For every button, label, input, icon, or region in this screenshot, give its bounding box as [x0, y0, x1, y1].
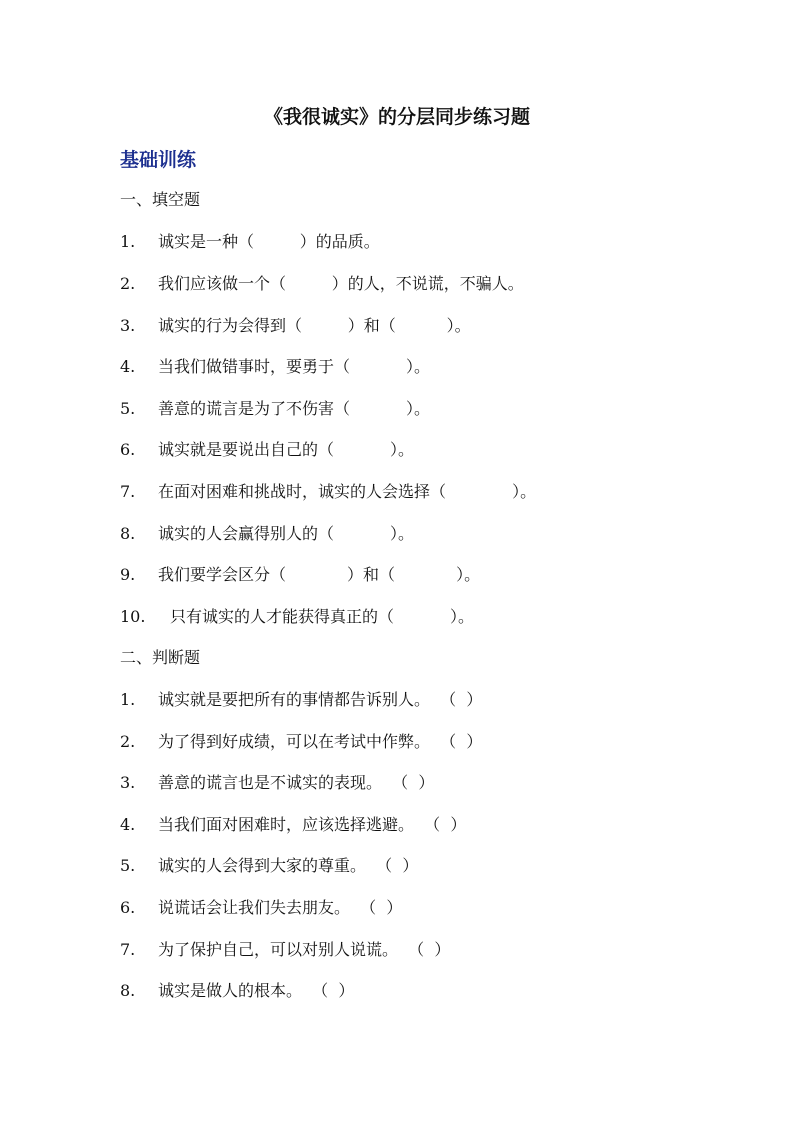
question-text: 善意的谎言是为了不伤害（ ）。 [158, 399, 430, 418]
fill-question [120, 438, 414, 462]
question-number: 4. [120, 815, 136, 834]
fill-question [120, 314, 471, 338]
question-text: 只有诚实的人才能获得真正的（ ）。 [170, 607, 474, 626]
fill-question [120, 272, 524, 296]
question-text: 在面对困难和挑战时，诚实的人会选择（ ）。 [158, 482, 537, 501]
true-false-heading: 二、判断题 [120, 648, 201, 667]
question-text: 诚实就是要把所有的事情都告诉别人。 （ ） [158, 690, 483, 709]
section-heading: 基础训练 [120, 149, 197, 171]
fill-question [120, 522, 414, 546]
judge-question [120, 688, 482, 712]
judge-question [120, 979, 354, 1003]
question-number: 4. [120, 357, 136, 376]
question-text: 为了得到好成绩，可以在考试中作弊。 （ ） [158, 732, 483, 751]
question-number: 2. [120, 732, 136, 751]
judge-question [120, 771, 434, 795]
question-text: 诚实是一种（ ）的品质。 [158, 232, 380, 251]
question-text: 诚实就是要说出自己的（ ）。 [158, 440, 414, 459]
question-text: 善意的谎言也是不诚实的表现。 （ ） [158, 773, 435, 792]
judge-question [120, 896, 402, 920]
fill-question [120, 480, 536, 504]
question-number: 1. [120, 232, 136, 251]
page-title: 《我很诚实》的分层同步练习题 [263, 106, 530, 128]
question-number: 2. [120, 274, 136, 293]
question-text: 说谎话会让我们失去朋友。 （ ） [158, 898, 403, 917]
judge-question [120, 813, 466, 837]
question-text: 当我们做错事时，要勇于（ ）。 [158, 357, 430, 376]
question-number: 6. [120, 440, 136, 459]
question-text: 我们应该做一个（ ）的人，不说谎，不骗人。 [158, 274, 524, 293]
fill-question [120, 563, 480, 587]
question-text: 我们要学会区分（ ）和（ ）。 [158, 565, 481, 584]
question-text: 诚实的人会得到大家的尊重。 （ ） [158, 856, 419, 875]
fill-question [120, 397, 430, 421]
question-number: 6. [120, 898, 136, 917]
question-number: 5. [120, 856, 136, 875]
question-number: 8. [120, 981, 136, 1000]
fill-question [120, 355, 430, 379]
question-number: 3. [120, 316, 136, 335]
question-number: 10. [120, 607, 146, 626]
fill-question [120, 230, 380, 254]
fill-question [120, 605, 474, 629]
question-number: 3. [120, 773, 136, 792]
question-text: 诚实的行为会得到（ ）和（ ）。 [158, 316, 471, 335]
question-number: 5. [120, 399, 136, 418]
question-number: 7. [120, 482, 136, 501]
question-text: 诚实的人会赢得别人的（ ）。 [158, 524, 414, 543]
question-text: 为了保护自己，可以对别人说谎。 （ ） [158, 940, 451, 959]
judge-question [120, 730, 482, 754]
judge-question [120, 854, 418, 878]
question-number: 9. [120, 565, 136, 584]
question-text: 诚实是做人的根本。 （ ） [158, 981, 355, 1000]
question-text: 当我们面对困难时，应该选择逃避。 （ ） [158, 815, 467, 834]
question-number: 8. [120, 524, 136, 543]
fill-blank-heading: 一、填空题 [120, 190, 201, 209]
question-number: 1. [120, 690, 136, 709]
judge-question [120, 938, 450, 962]
question-number: 7. [120, 940, 136, 959]
